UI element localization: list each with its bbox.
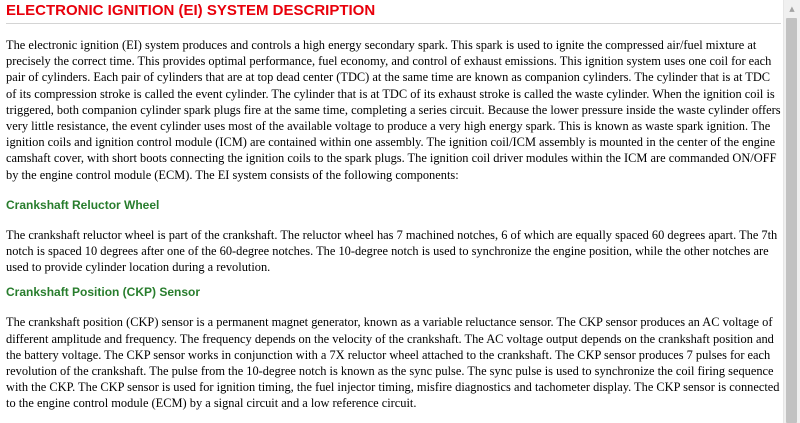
vertical-scrollbar[interactable] [783,0,800,423]
document-content [6,0,781,423]
intro-paragraph: The electronic ignition (EI) system produces and controls a high energy secondary spark. This spark is used to ignite the compressed air/fuel mixture at precisely the correct time. This provides optimal performance, fuel economy, and control of exhaust emissions. This ignition system uses one coil for each pair of cylinders. Each pair of cylinders that are at top dead center (TDC) at the same time are known as companion cylinders. The cylinder that is at TDC of its compression stroke is called the event cylinder. The cylinder that is at TDC of its exhaust stroke is called the waste cylinder. When the ignition coil is triggered, both companion cylinder spark plugs fire at the same time, completing a series circuit. Because the lower pressure inside the waste cylinder offers very little resistance, the event cylinder uses most of the available voltage to produce a very high energy spark. This is known as waste spark ignition. The ignition coils and ignition control module (ICM) are contained within one assembly. The ignition coil/ICM assembly is mounted in the center of the engine camshaft cover, with short boots connecting the ignition coils to the spark plugs. The ignition coil driver modules within the ICM are commanded ON/OFF by the engine control module (ECM). The EI system consists of the following components: [6,38,781,182]
section-heading-ckp-sensor: Crankshaft Position (CKP) Sensor [6,285,201,300]
section-body-reluctor-wheel: The crankshaft reluctor wheel is part of the crankshaft. The reluctor wheel has 7 machined notches, 6 of which are equally spaced 60 degrees apart. The 7th notch is spaced 10 degrees after one of the 60-degree notches. The 10-degree notch is used to synchronize the engine position, while the other notches are used to provide cylinder location during a revolution. [6,227,778,275]
chevron-up-icon[interactable]: ▲ [789,4,795,13]
title-divider [6,23,781,24]
section-heading-reluctor-wheel: Crankshaft Reluctor Wheel [6,197,160,212]
section-body-ckp-sensor: The crankshaft position (CKP) sensor is a permanent magnet generator, known as a variable reluctance sensor. The CKP sensor produces an AC voltage of different amplitude and frequency. The frequency depends on the velocity of the crankshaft. The AC voltage output depends on the crankshaft position and the battery voltage. The CKP sensor works in conjunction with a 7X reluctor wheel attached to the crankshaft. The CKP sensor produces 7 pulses for each revolution of the crankshaft. The pulse from the 10-degree notch is known as the sync pulse. The sync pulse is used to synchronize the coil firing sequence with the CKP. The CKP sensor is used for ignition timing, the fuel injector timing, misfire diagnostics and tachometer display. The CKP sensor is connected to the engine control module (ECM) by a signal circuit and a low reference circuit. [6,315,780,411]
scrollbar-thumb[interactable] [786,18,797,423]
page-title: ELECTRONIC IGNITION (EI) SYSTEM DESCRIPTION [6,2,376,19]
